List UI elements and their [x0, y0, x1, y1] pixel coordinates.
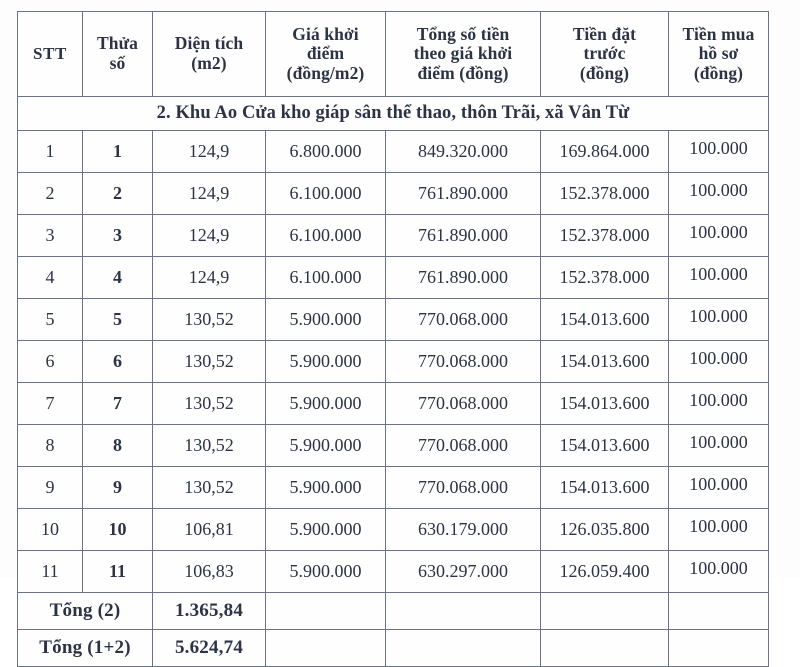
cell-gia-khoi-diem: 6.100.000 [266, 257, 386, 299]
cell-tien-mua-ho-so: 100.000 [669, 467, 769, 509]
cell-tien-mua-ho-so: 100.000 [669, 425, 769, 467]
cell-dien-tich: 106,81 [153, 509, 266, 551]
header-line: trước [583, 43, 626, 64]
cell-tien-dat-truoc: 152.378.000 [541, 257, 669, 299]
cell-dien-tich: 124,9 [153, 257, 266, 299]
cell-thua-so: 8 [83, 425, 153, 467]
cell-tien-mua-ho-so: 100.000 [669, 215, 769, 257]
cell-tien-mua-ho-so: 100.000 [669, 509, 769, 551]
cell-stt: 6 [18, 341, 83, 383]
cell-tien-mua-ho-so: 100.000 [669, 383, 769, 425]
cell-tien-dat-truoc: 154.013.600 [541, 299, 669, 341]
cell-tong-so-tien: 770.068.000 [386, 467, 541, 509]
cell-tong-so-tien: 770.068.000 [386, 299, 541, 341]
cell-tong-so-tien: 761.890.000 [386, 173, 541, 215]
cell-gia-khoi-diem: 6.100.000 [266, 215, 386, 257]
table-row [18, 341, 769, 383]
cell-thua-so: 1 [83, 131, 153, 173]
header-line: STT [33, 44, 67, 64]
cell-tien-dat-truoc: 152.378.000 [541, 215, 669, 257]
table-row [18, 383, 769, 425]
cell-tien-dat-truoc: 152.378.000 [541, 173, 669, 215]
cell-dien-tich: 130,52 [153, 467, 266, 509]
table-total-row [18, 630, 769, 667]
cell-tong-so-tien: 761.890.000 [386, 257, 541, 299]
table-body [18, 97, 769, 667]
total-blank-cell [541, 593, 669, 630]
cell-stt: 5 [18, 299, 83, 341]
table-row [18, 551, 769, 593]
cell-dien-tich: 124,9 [153, 215, 266, 257]
header-line: Tổng số tiền [416, 23, 510, 44]
total-dien-tich: 1.365,84 [153, 593, 266, 630]
column-header-thua-so [83, 12, 153, 97]
cell-tong-so-tien: 770.068.000 [386, 341, 541, 383]
total-dien-tich: 5.624,74 [153, 630, 266, 667]
cell-dien-tich: 130,52 [153, 425, 266, 467]
table-row [18, 425, 769, 467]
cell-thua-so: 4 [83, 257, 153, 299]
cell-thua-so: 2 [83, 173, 153, 215]
cell-tien-mua-ho-so: 100.000 [669, 131, 769, 173]
cell-tong-so-tien: 770.068.000 [386, 383, 541, 425]
total-blank-cell [386, 593, 541, 630]
cell-thua-so: 3 [83, 215, 153, 257]
cell-tien-dat-truoc: 126.059.400 [541, 551, 669, 593]
cell-stt: 8 [18, 425, 83, 467]
cell-gia-khoi-diem: 5.900.000 [266, 341, 386, 383]
cell-tien-mua-ho-so: 100.000 [669, 257, 769, 299]
cell-tong-so-tien: 761.890.000 [386, 215, 541, 257]
cell-tien-dat-truoc: 126.035.800 [541, 509, 669, 551]
cell-stt: 7 [18, 383, 83, 425]
cell-gia-khoi-diem: 6.800.000 [266, 131, 386, 173]
section-title: 2. Khu Ao Cửa kho giáp sân thể thao, thôn Trãi, xã Vân Từ [18, 97, 769, 131]
table-header [18, 12, 769, 97]
cell-tien-mua-ho-so: 100.000 [669, 551, 769, 593]
header-line: Diện tích [174, 33, 244, 54]
cell-tien-mua-ho-so: 100.000 [669, 341, 769, 383]
table-row [18, 131, 769, 173]
header-line: điểm (đồng) [417, 62, 509, 83]
cell-stt: 1 [18, 131, 83, 173]
cell-tong-so-tien: 770.068.000 [386, 425, 541, 467]
header-row [18, 12, 769, 97]
cell-tien-dat-truoc: 154.013.600 [541, 425, 669, 467]
cell-stt: 2 [18, 173, 83, 215]
land-auction-table [17, 11, 769, 667]
table-row [18, 173, 769, 215]
header-line: (đồng) [579, 62, 630, 83]
section-title-row [18, 97, 769, 131]
total-label: Tổng (2) [18, 593, 153, 630]
header-line: Tiền đặt [572, 23, 637, 44]
column-header-tong-so-tien [386, 12, 541, 97]
cell-dien-tich: 124,9 [153, 173, 266, 215]
header-line: Giá khởi [292, 23, 359, 44]
cell-gia-khoi-diem: 5.900.000 [266, 551, 386, 593]
total-blank-cell [266, 593, 386, 630]
table-row [18, 299, 769, 341]
total-blank-cell [266, 630, 386, 667]
table-row [18, 215, 769, 257]
cell-thua-so: 5 [83, 299, 153, 341]
cell-gia-khoi-diem: 5.900.000 [266, 425, 386, 467]
cell-gia-khoi-diem: 5.900.000 [266, 383, 386, 425]
cell-gia-khoi-diem: 6.100.000 [266, 173, 386, 215]
header-line: (đồng) [693, 62, 744, 83]
cell-stt: 11 [18, 551, 83, 593]
cell-tien-mua-ho-so: 100.000 [669, 299, 769, 341]
cell-tien-dat-truoc: 154.013.600 [541, 383, 669, 425]
cell-thua-so: 11 [83, 551, 153, 593]
cell-gia-khoi-diem: 5.900.000 [266, 467, 386, 509]
cell-gia-khoi-diem: 5.900.000 [266, 299, 386, 341]
total-blank-cell [541, 630, 669, 667]
cell-tien-dat-truoc: 169.864.000 [541, 131, 669, 173]
cell-tien-dat-truoc: 154.013.600 [541, 467, 669, 509]
cell-dien-tich: 130,52 [153, 299, 266, 341]
table-row [18, 257, 769, 299]
table-row [18, 509, 769, 551]
cell-tien-dat-truoc: 154.013.600 [541, 341, 669, 383]
cell-tong-so-tien: 630.179.000 [386, 509, 541, 551]
column-header-tien-dat-truoc [541, 12, 669, 97]
cell-stt: 4 [18, 257, 83, 299]
column-header-tien-mua-ho-so [669, 12, 769, 97]
column-header-gia-khoi-diem [266, 12, 386, 97]
cell-stt: 10 [18, 509, 83, 551]
cell-stt: 3 [18, 215, 83, 257]
header-line: Thửa [96, 33, 139, 54]
total-blank-cell [669, 593, 769, 630]
cell-thua-so: 9 [83, 467, 153, 509]
cell-tong-so-tien: 630.297.000 [386, 551, 541, 593]
total-blank-cell [669, 630, 769, 667]
header-line: điểm [306, 43, 345, 64]
cell-dien-tich: 106,83 [153, 551, 266, 593]
cell-thua-so: 10 [83, 509, 153, 551]
table-total-row [18, 593, 769, 630]
column-header-stt [18, 12, 83, 97]
cell-tien-mua-ho-so: 100.000 [669, 173, 769, 215]
header-line: theo giá khởi [413, 43, 513, 64]
total-blank-cell [386, 630, 541, 667]
cell-thua-so: 7 [83, 383, 153, 425]
cell-dien-tich: 124,9 [153, 131, 266, 173]
table-row [18, 467, 769, 509]
cell-dien-tich: 130,52 [153, 341, 266, 383]
cell-stt: 9 [18, 467, 83, 509]
cell-gia-khoi-diem: 5.900.000 [266, 509, 386, 551]
header-line: (đồng/m2) [286, 62, 365, 83]
header-line: số [109, 53, 126, 73]
cell-thua-so: 6 [83, 341, 153, 383]
cell-tong-so-tien: 849.320.000 [386, 131, 541, 173]
header-line: Tiền mua [682, 23, 755, 44]
header-line: (m2) [191, 53, 227, 73]
cell-dien-tich: 130,52 [153, 383, 266, 425]
column-header-dien-tich [153, 12, 266, 97]
header-line: hồ sơ [698, 43, 739, 64]
total-label: Tổng (1+2) [18, 630, 153, 667]
table-container [17, 11, 768, 667]
